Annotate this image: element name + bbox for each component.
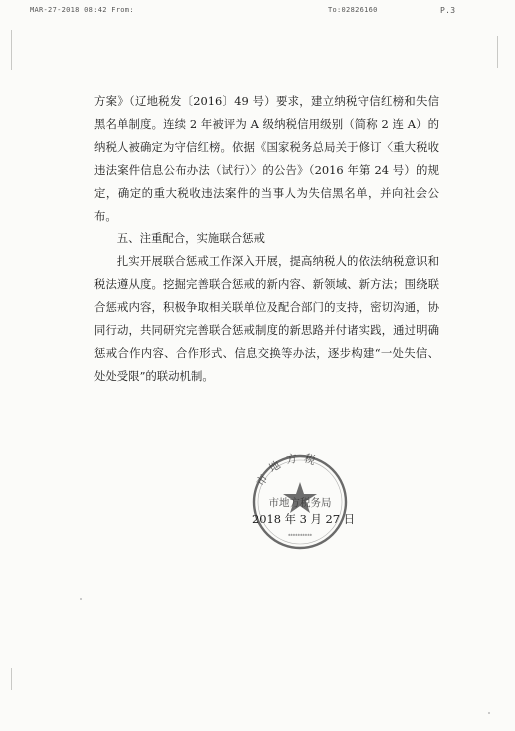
fax-recipient: To:02826160	[328, 6, 378, 14]
paragraph-redlist: 方案》（辽地税发〔2016〕49 号）要求，建立纳税守信红榜和失信黑名单制度。连续 2 年被评为 A 级纳税信用级别（简称 2 连 A）的纳税人被确定为守信红榜。依据《国家税务总局关于修订〈重大税收违法案件信息公布办法（试行）〉的公告》（2016 年第 24 号）的规定，确定的重大税收违法案件的当事人为失信黑名单，并向社会公布。	[94, 94, 439, 223]
official-seal	[240, 444, 360, 554]
scan-edge-left-lower	[11, 668, 12, 690]
document-body	[94, 90, 439, 388]
paragraph-joint-punishment: 扎实开展联合惩戒工作深入开展，提高纳税人的依法纳税意识和税法遵从度。挖掘完善联合惩戒的新内容、新领域、新方法；围绕联合惩戒内容，积极争取相关联单位及配合部门的支持，密切沟通，协同行动，共同研究完善联合惩戒制度的新思路并付诸实践，通过明确惩戒合作内容、合作形式、信息交换等办法，逐步构建“一处失信、处处受限”的联动机制。	[94, 254, 439, 383]
signature-date: 2018 年 3 月 27 日	[252, 512, 356, 526]
scan-speck	[80, 598, 82, 600]
fax-page-number: P.3	[440, 6, 456, 15]
scan-edge-right	[497, 36, 498, 68]
svg-text:✱✱✱✱✱✱✱✱✱✱: ✱✱✱✱✱✱✱✱✱✱	[287, 532, 313, 537]
scan-edge-left	[11, 30, 12, 70]
fax-sender: MAR-27-2018 08:42 From:	[30, 6, 134, 14]
svg-text:市地方税: 市地方税	[253, 451, 323, 489]
svg-text:市地方税务局: 市地方税务局	[268, 497, 332, 509]
scan-speck	[488, 712, 490, 714]
fax-header	[0, 6, 515, 20]
seal-stamp-icon	[240, 444, 360, 554]
section-heading: 五、注重配合，实施联合惩戒	[116, 231, 265, 246]
